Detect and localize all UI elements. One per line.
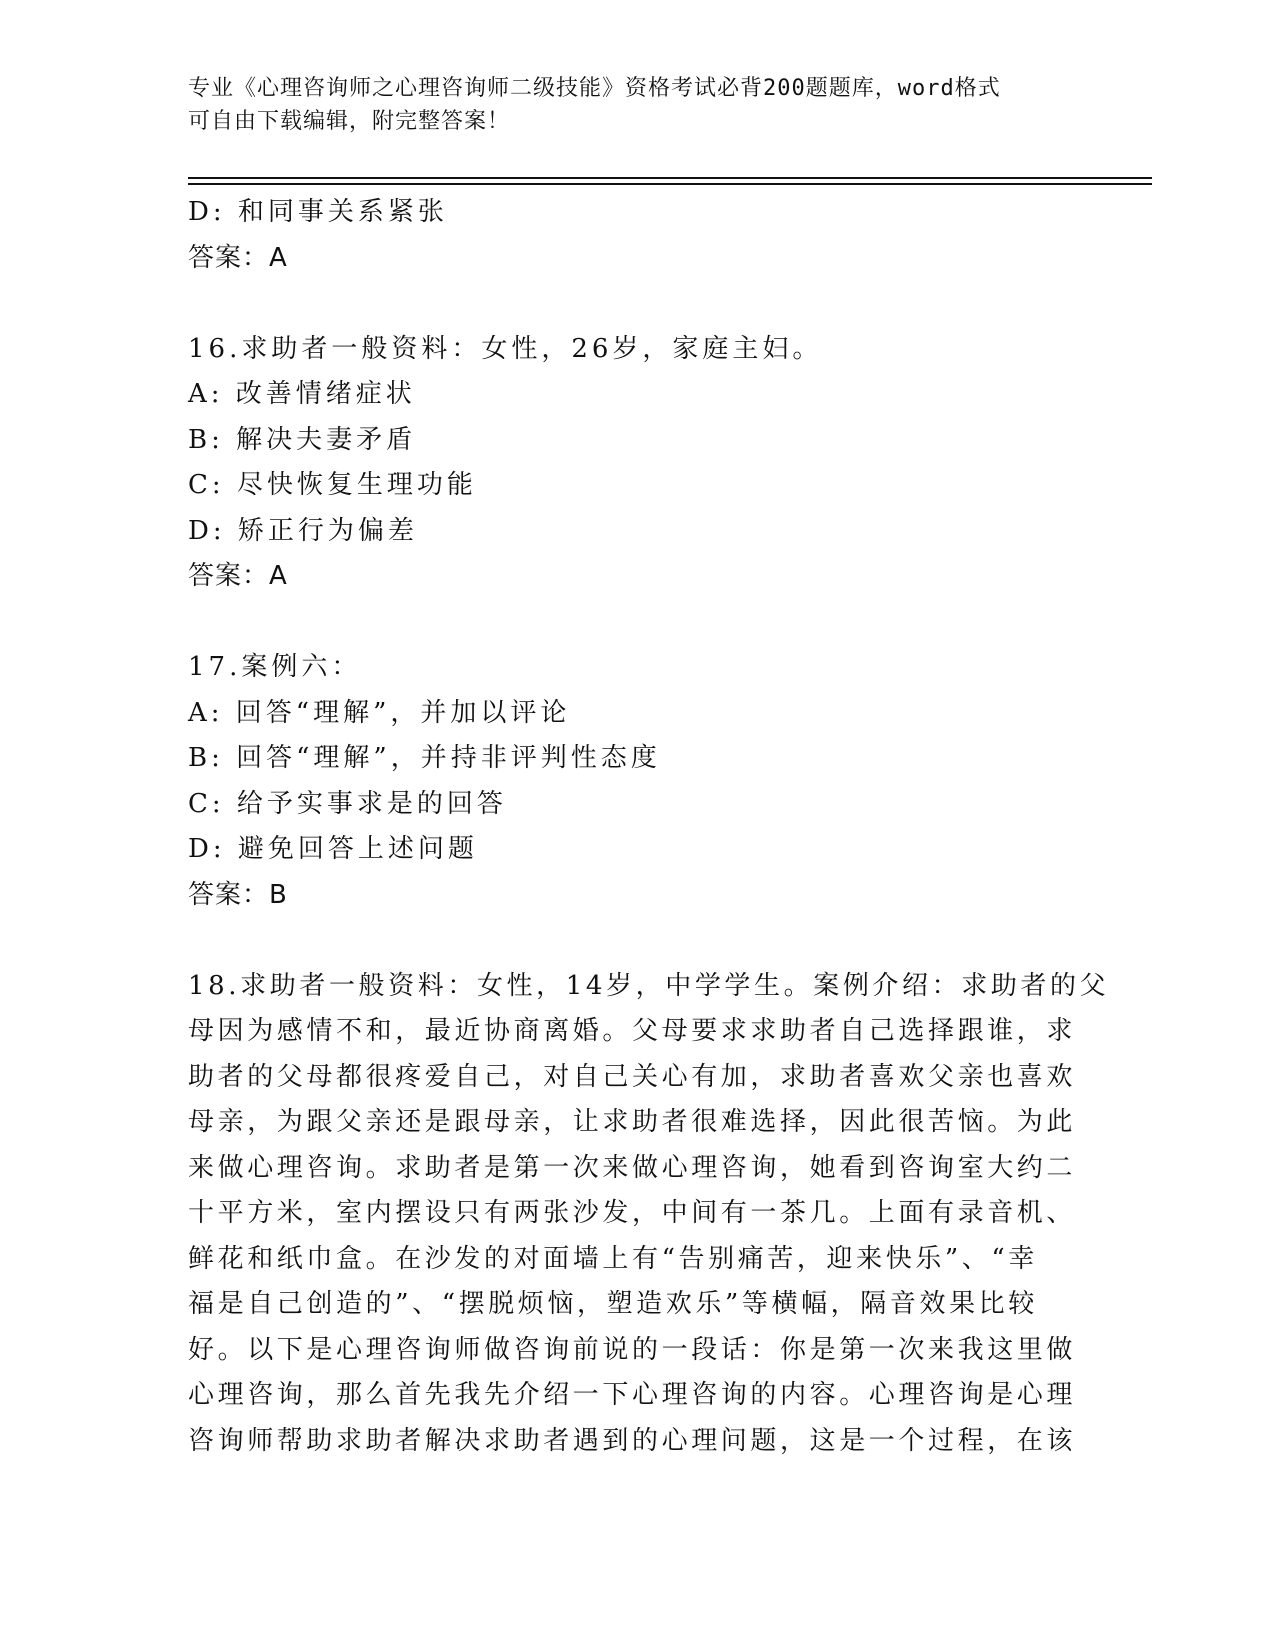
question-text-line: 咨询师帮助求助者解决求助者遇到的心理问题，这是一个过程，在该 bbox=[188, 1425, 1077, 1456]
question-text-line: 心理咨询，那么首先我先介绍一下心理咨询的内容。心理咨询是心理 bbox=[188, 1380, 1077, 1410]
question-stem: 16.求助者一般资料：女性，26岁，家庭主妇。 bbox=[188, 333, 823, 364]
header-line-2: 可自由下载编辑，附完整答案！ bbox=[188, 109, 511, 134]
answer-line: 答案：B bbox=[188, 879, 288, 910]
question-18 bbox=[188, 964, 1110, 1465]
question-text-line: 十平方米，室内摆设只有两张沙发，中间有一茶几。上面有录音机、 bbox=[188, 1198, 1077, 1228]
document-header bbox=[188, 72, 1088, 138]
question-text-line: 18.求助者一般资料：女性，14岁，中学学生。案例介绍：求助者的父 bbox=[188, 970, 1110, 1001]
question-text-line: 母因为感情不和，最近协商离婚。父母要求求助者自己选择跟谁，求 bbox=[188, 1016, 1077, 1046]
question-text-line: 来做心理咨询。求助者是第一次来做心理咨询，她看到咨询室大约二 bbox=[188, 1152, 1077, 1183]
question-16 bbox=[188, 327, 1088, 600]
option-b: B: 回答“理解”，并持非评判性态度 bbox=[188, 743, 661, 773]
option-d: D: 避免回答上述问题 bbox=[188, 834, 478, 864]
option-d: D: 矫正行为偏差 bbox=[188, 515, 418, 546]
question-text-line: 母亲，为跟父亲还是跟母亲，让求助者很难选择，因此很苦恼。为此 bbox=[188, 1107, 1077, 1137]
spacer bbox=[188, 281, 1088, 327]
spacer bbox=[188, 918, 1088, 964]
option-c: C: 尽快恢复生理功能 bbox=[188, 470, 477, 500]
spacer bbox=[188, 600, 1088, 646]
answer-line: 答案：A bbox=[188, 561, 288, 591]
option-a: A: 改善情绪症状 bbox=[188, 379, 416, 409]
question-stem: 17.案例六： bbox=[188, 652, 362, 682]
header-rule-top bbox=[188, 177, 1152, 179]
header-line-1: 专业《心理咨询师之心理咨询师二级技能》资格考试必背200题题库，word格式 bbox=[188, 76, 1001, 101]
option-c: C: 给予实事求是的回答 bbox=[188, 788, 507, 819]
answer-line: 答案：A bbox=[188, 242, 288, 273]
header-rule-bottom bbox=[188, 183, 1152, 185]
option-b: B: 解决夫妻矛盾 bbox=[188, 424, 417, 455]
question-17 bbox=[188, 645, 1088, 918]
document-body bbox=[188, 190, 1110, 1464]
option-d: D: 和同事关系紧张 bbox=[188, 197, 448, 227]
question-text-line: 鲜花和纸巾盒。在沙发的对面墙上有“告别痛苦，迎来快乐”、“幸 bbox=[188, 1243, 1038, 1274]
question-text-line: 好。以下是心理咨询师做咨询前说的一段话：你是第一次来我这里做 bbox=[188, 1334, 1077, 1365]
question-15-tail bbox=[188, 190, 1088, 281]
option-a: A: 回答“理解”，并加以评论 bbox=[188, 697, 571, 728]
question-text-line: 助者的父母都很疼爱自己，对自己关心有加，求助者喜欢父亲也喜欢 bbox=[188, 1061, 1077, 1092]
question-text-line: 福是自己创造的”、“摆脱烦恼，塑造欢乐”等横幅，隔音效果比较 bbox=[188, 1289, 1038, 1319]
